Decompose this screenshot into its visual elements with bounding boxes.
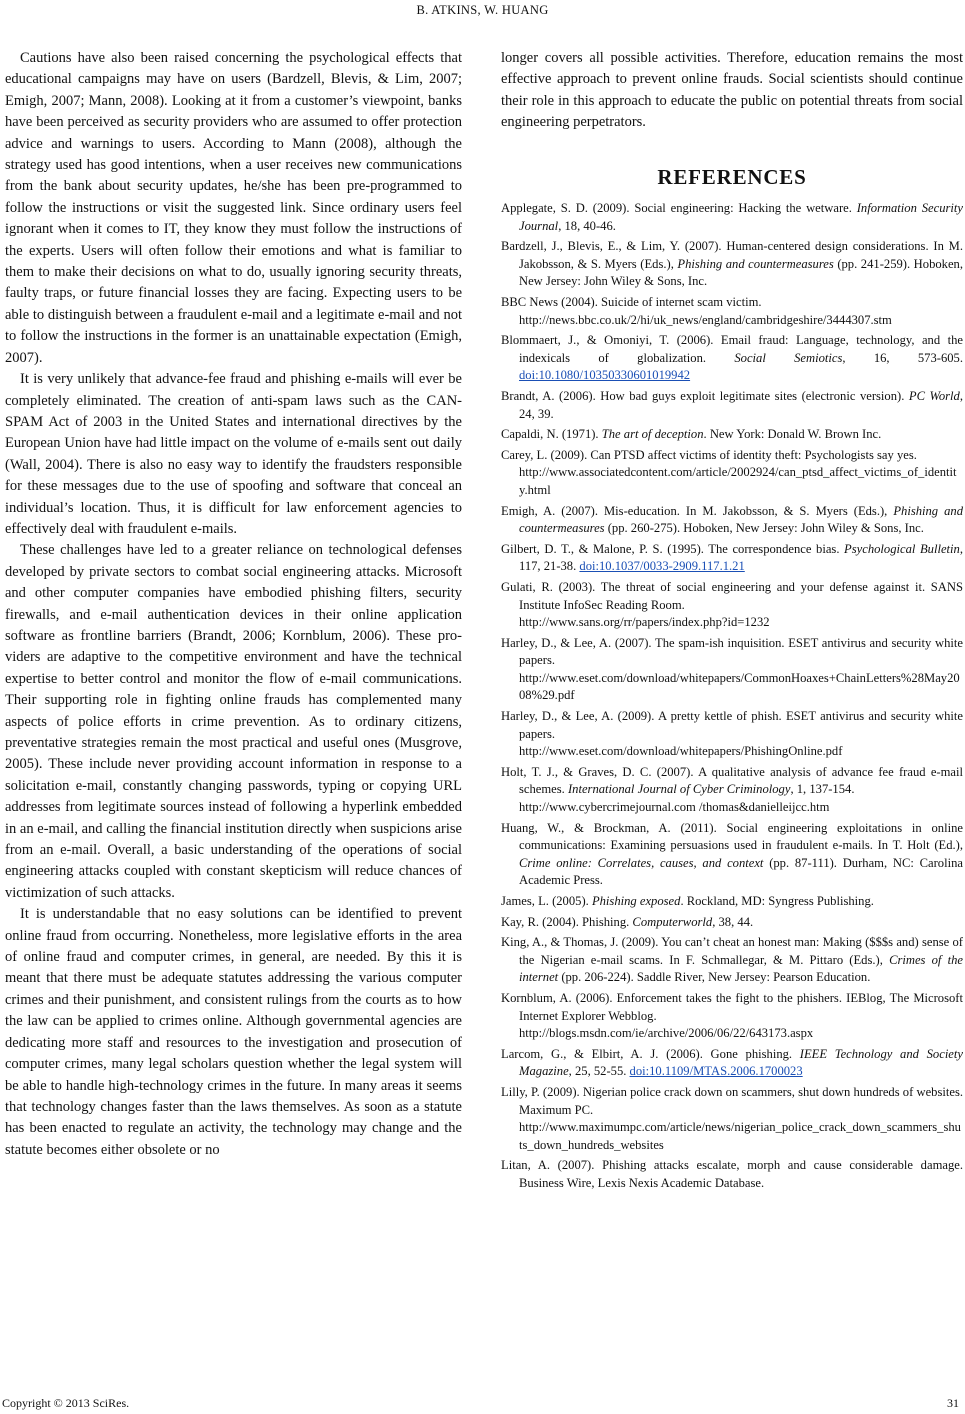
reference-entry <box>501 820 963 890</box>
running-head: B. ATKINS, W. HUANG <box>416 3 549 17</box>
reference-text: Capaldi, N. (1971). <box>501 427 602 442</box>
reference-entry <box>501 893 963 911</box>
reference-url: http://www.maximumpc.com/article/news/nigerian_police_crack_down_scammers_shuts_down_hundreds_websites <box>519 1120 961 1152</box>
reference-entry <box>501 332 963 385</box>
reference-text: , 1, 137-154. <box>790 782 855 797</box>
reference-text: James, L. (2005). <box>501 894 592 908</box>
reference-text: Harley, D., & Lee, A. (2009). A pretty kettle of phish. ESET antivirus and security white papers. <box>501 709 963 741</box>
reference-entry <box>501 914 963 932</box>
reference-text: Brandt, A. (2006). How bad guys exploit legitimate sites (electronic version). <box>501 388 909 403</box>
reference-text: Emigh, A. (2007). Mis-education. In M. Jakobsson, & S. Myers (Eds.), <box>501 503 894 518</box>
reference-text: (pp. 260-275). Hoboken, New Jersey: John Wiley & Sons, Inc. <box>604 521 924 536</box>
reference-entry <box>501 503 963 538</box>
reference-source-title: Phishing and countermeasures <box>677 256 834 271</box>
reference-doi-link[interactable]: doi:10.1037/0033-2909.117.1.21 <box>579 559 745 574</box>
reference-text: (pp. 87-111). Durham, NC: Carolina Academic Press. <box>519 855 963 888</box>
copyright-notice: Copyright © 2013 SciRes. <box>2 1396 130 1410</box>
reference-text: . New York: Donald W. Brown Inc. <box>703 427 882 442</box>
reference-text: Holt, T. J., & Graves, D. C. (2007). A qualitative analysis of advance fee fraud e-mail schemes. <box>501 764 963 797</box>
reference-text: Gilbert, D. T., & Malone, P. S. (1995). The correspondence bias. <box>501 541 845 556</box>
reference-entry <box>501 200 963 235</box>
reference-entry <box>501 1084 963 1154</box>
body-paragraph: These challenges have led to a greater reliance on technological defenses developed by private sectors to combat social engineering attacks. Microsoft and other computer companies have embodied phishing filters, security firewalls, and e-mail authentication devices in their online application software as frontline barriers (Brandt, 2006; Kornblum, 2006). These providers are adaptive to the competitive environment and have the technical expertise to better control and monitor the flow of e-mail communications. Their supporting role in fighting online frauds has complemented many aspects of police efforts in crime prevention. As to ordinary citizens, preventative strategies remain the most practical and useful ones (Musgrove, 2005). These include never providing account information in response to a solicitation e-mail, constantly changing passwords, typing or copying URL addresses from legitimate sources instead of following a hyperlink embedded in an e-mail, and calling the financial institution directly when suspicions arise from an e-mail. Overall, a basic understanding of the operations of social engineering attacks coupled with constant skepticism will reduce chances of victimization of such attacks. <box>5 542 462 901</box>
reference-source-title: The art of deception <box>601 427 704 442</box>
reference-text: Gulati, R. (2003). The threat of social engineering and your defense against it. SANS Institute InfoSec Reading Room. <box>501 579 963 612</box>
reference-source-title: Computerworld <box>632 914 713 929</box>
reference-text: Huang, W., & Brockman, A. (2011). Social engineering exploitations in online communications: Examining persuasions used in fraudulent e-mails. In T. Holt (Ed.), <box>501 820 963 853</box>
reference-entry <box>501 764 963 817</box>
reference-entry <box>501 990 963 1043</box>
reference-source-title: PC World <box>908 388 960 403</box>
reference-source-title: Crimes of the internet <box>519 952 963 985</box>
reference-text: . Rockland, MD: Syngress Publishing. <box>680 894 874 908</box>
body-paragraph-continuation: longer covers all possible activities. Therefore, education remains the most effective approach to prevent online frauds. Social scientists should continue their role in this approach to educate the public on potential threats from social engineering perpetrators. <box>501 50 963 131</box>
page-number: 31 <box>947 1396 959 1410</box>
reference-entry <box>501 1157 963 1192</box>
reference-source-title: Crime online: Correlates, causes, and context <box>519 855 764 870</box>
reference-text: , 38, 44. <box>712 914 754 929</box>
reference-text: Harley, D., & Lee, A. (2007). The spam-ish inquisition. ESET antivirus and security white papers. <box>501 635 963 668</box>
reference-text: , 18, 40-46. <box>558 218 616 233</box>
right-column <box>501 48 963 1196</box>
reference-source-title: Psychological Bulletin <box>844 541 960 556</box>
reference-text: King, A., & Thomas, J. (2009). You can’t cheat an honest man: Making ($$$s and) sense of the Nigerian e-mail scams. In F. Schmallegar, & M. Pittaro (Eds.), <box>501 935 963 967</box>
body-paragraph: Cautions have also been raised concerning the psychological effects that educational campaigns may have on users (Bardzell, Blevis, & Lim, 2007; Emigh, 2007; Mann, 2008). Looking at it from a customer’s viewpoint, banks have been perceived as security providers who are assumed to offer protection advice and warnings to users. According to Mann (2008), although the strategy used has good intentions, when a user receives new communications from the bank about security updates, he/she has been pre-programmed to follow the instructions or visit the suggested link. Since ordinary users feel ignorant when it comes to IT, they know they must follow the instructions of the experts. Users will often follow their emotions and what is familiar to them to make their decisions on what to do, usually ignoring security threats, faulty traps, or future financial losses they are facing. Expecting users to be able to distinguish between a fraudulent e-mail and a legitimate e-mail and not to follow the instructions in the former is an unattainable expectation (Emigh, 2007). <box>5 50 462 366</box>
references-heading: REFERENCES <box>657 164 807 189</box>
reference-doi-link[interactable]: doi:10.1109/MTAS.2006.1700023 <box>629 1064 803 1079</box>
reference-url: http://www.sans.org/rr/papers/index.php?id=1232 <box>519 615 770 630</box>
reference-text: Applegate, S. D. (2009). Social engineering: Hacking the wetware. <box>501 201 857 216</box>
reference-text: Carey, L. (2009). Can PTSD affect victims of identity theft: Psychologists say yes. <box>501 447 917 462</box>
reference-entry <box>501 426 963 444</box>
reference-entry <box>501 934 963 987</box>
reference-text: BBC News (2004). Suicide of internet scam victim. <box>501 295 762 309</box>
reference-url: http://news.bbc.co.uk/2/hi/uk_news/england/cambridgeshire/3444307.stm <box>519 312 892 327</box>
reference-text: , 24, 39. <box>519 388 963 421</box>
reference-entry <box>501 635 963 705</box>
reference-entry <box>501 541 963 576</box>
reference-source-title: IEEE Technology and Society Magazine <box>519 1046 963 1079</box>
reference-url: http://www.cybercrimejournal.com /thomas&danielleijcc.htm <box>519 800 830 815</box>
body-paragraph: It is understandable that no easy solutions can be identified to prevent online fraud from occurring. Nonetheless, more legislative efforts in the area of online fraud and computer crimes, in general, are needed. By this it is meant that there must be adequate statutes addressing the various computer crimes and their punishment, and consistent rulings from the courts as to how the law can be applied to crimes online. Although governmental agencies are dedicating more staff and resources to the investigation and prosecution of computer crimes, many legal scholars question whether the legal system will be able to handle high-technology crimes in the future. In many areas it seems that technology changes faster than the laws themselves. As soon as a statute has been enacted to regulate an activity, the technology may change and the statute becomes either obsolete or no <box>5 906 462 1158</box>
reference-doi-link[interactable]: doi:10.1080/10350330601019942 <box>519 368 691 383</box>
reference-text: , 25, 52-55. <box>568 1064 630 1079</box>
reference-text: Litan, A. (2007). Phishing attacks escalate, morph and cause considerable damage. Business Wire, Lexis Nexis Academic Database. <box>501 1158 963 1190</box>
reference-entry <box>501 447 963 500</box>
reference-entry <box>501 708 963 761</box>
reference-source-title: Information Security Journal <box>519 201 963 233</box>
reference-text: , 16, 573-605. <box>842 350 963 365</box>
reference-text: Kornblum, A. (2006). Enforcement takes the fight to the phishers. IEBlog, The Microsoft Internet Explorer Webblog. <box>501 990 963 1023</box>
reference-text: (pp. 241-259). Hoboken, New Jersey: John Wiley & Sons, Inc. <box>519 256 963 289</box>
reference-source-title: Social Semiotics <box>734 350 843 365</box>
reference-url: http://www.eset.com/download/whitepapers/PhishingOnline.pdf <box>519 744 843 759</box>
reference-entry <box>501 388 963 423</box>
reference-text: , 117, 21-38. <box>519 541 963 574</box>
reference-source-title: Phishing exposed <box>591 894 681 908</box>
reference-url: http://blogs.msdn.com/ie/archive/2006/06/22/643173.aspx <box>519 1026 814 1041</box>
reference-source-title: International Journal of Cyber Criminology <box>567 782 791 797</box>
reference-entry <box>501 579 963 632</box>
reference-text: Larcom, G., & Elbirt, A. J. (2006). Gone phishing. <box>501 1046 800 1061</box>
left-column <box>5 48 462 1161</box>
reference-entry <box>501 1046 963 1081</box>
reference-entry <box>501 294 963 329</box>
reference-text: Lilly, P. (2009). Nigerian police crack down on scammers, shut down hundreds of websites. Maximum PC. <box>501 1084 963 1117</box>
reference-url: http://www.eset.com/download/whitepapers/CommonHoaxes+ChainLetters%28May2008%29.pdf <box>519 670 960 703</box>
body-paragraph: It is very unlikely that advance-fee fraud and phishing e-mails will ever be completely eliminated. The creation of anti-spam laws such as the CAN-SPAM Act of 2003 in the United States and international directives by the European Union have had little impact on the volume of e-mails sent out daily (Wall, 2004). There is also no easy way to identify the fraudsters responsible for these messages due to the use of spoofing and software that conceal an individual’s location. Thus, it is difficult for law enforcement agencies to effectively deal with fraudulent e-mails. <box>5 371 462 537</box>
reference-text: Bardzell, J., Blevis, E., & Lim, Y. (2007). Human-centered design considerations. In M. Jakobsson, & S. Myers (Eds.), <box>501 239 963 271</box>
reference-text: Blommaert, J., & Omoniyi, T. (2006). Email fraud: Language, technology, and the indexicals of globalization. <box>501 333 963 365</box>
reference-text: Kay, R. (2004). Phishing. <box>501 914 633 929</box>
reference-source-title: Phishing and countermeasures <box>519 503 963 536</box>
references-list <box>501 200 963 1192</box>
reference-url: http://www.associatedcontent.com/article/2002924/can_ptsd_affect_victims_of_identity.html <box>519 465 957 497</box>
reference-entry <box>501 238 963 291</box>
reference-text: (pp. 206-224). Saddle River, New Jersey: Pearson Education. <box>558 970 871 985</box>
